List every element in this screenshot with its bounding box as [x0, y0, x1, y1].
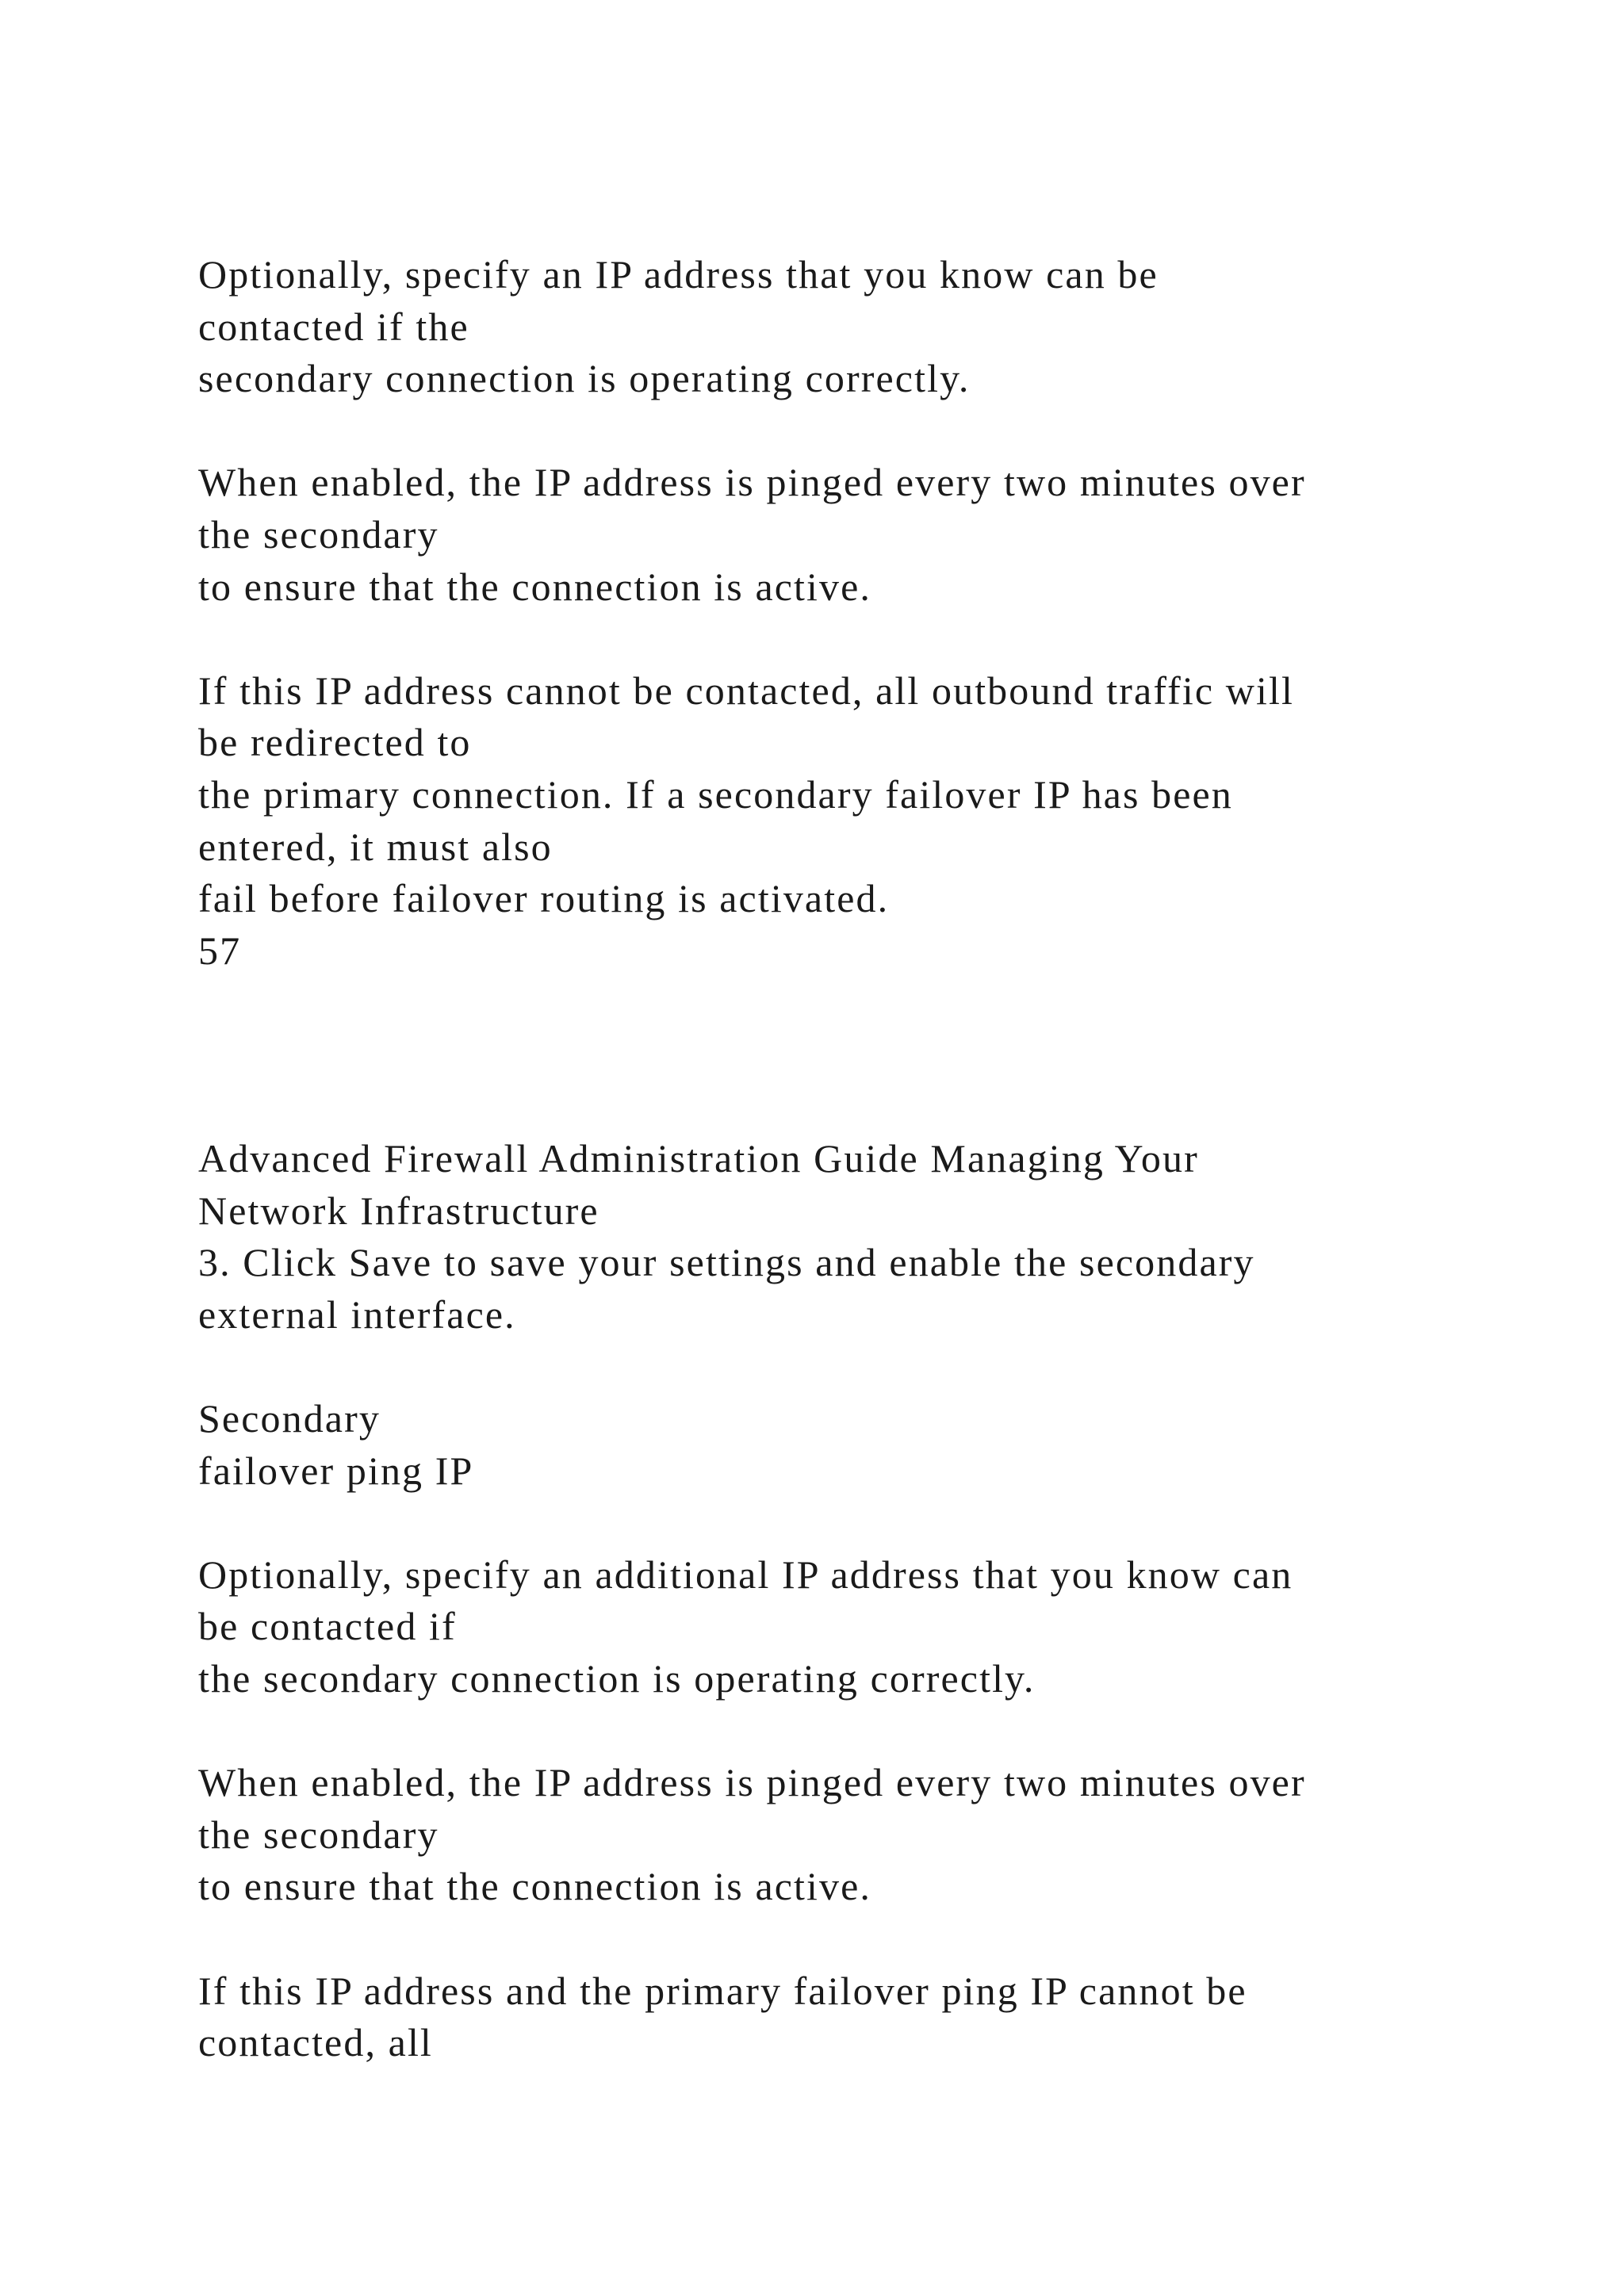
text-line: When enabled, the IP address is pinged every two minutes over	[198, 1760, 1306, 1805]
text-line: the secondary	[198, 1812, 439, 1857]
text-line: Optionally, specify an IP address that you know can be	[198, 252, 1159, 297]
page-number: 57	[198, 928, 242, 973]
text-line: be contacted if	[198, 1604, 457, 1649]
paragraph-failover-redirect	[198, 665, 1507, 978]
paragraph-spacer	[198, 1341, 1507, 1393]
page-break-spacer	[198, 977, 1507, 1133]
text-line: to ensure that the connection is active.	[198, 564, 872, 609]
document-page	[198, 249, 1507, 2069]
paragraph-ping-interval-secondary	[198, 1757, 1507, 1913]
text-line: the secondary connection is operating correctly.	[198, 1656, 1036, 1701]
text-line: fail before failover routing is activated.	[198, 876, 890, 921]
text-line: If this IP address cannot be contacted, all outbound traffic will	[198, 668, 1294, 713]
step-text-line: 3. Click Save to save your settings and enable the secondary	[198, 1240, 1255, 1285]
text-line: be redirected to	[198, 720, 472, 765]
term-line: Secondary	[198, 1396, 381, 1441]
paragraph-spacer	[198, 1497, 1507, 1549]
text-line: to ensure that the connection is active.	[198, 1864, 872, 1909]
text-line: contacted, all	[198, 2020, 433, 2065]
paragraph-spacer	[198, 613, 1507, 665]
paragraph-secondary-ping-description	[198, 1549, 1507, 1705]
paragraph-primary-ping-description	[198, 249, 1507, 405]
text-line: the primary connection. If a secondary failover IP has been	[198, 771, 1233, 817]
paragraph-spacer	[198, 405, 1507, 457]
paragraph-spacer	[198, 1705, 1507, 1758]
term-secondary-failover-ping-ip	[198, 1393, 1507, 1497]
guide-title-line: Advanced Firewall Administration Guide Managing Your	[198, 1136, 1199, 1181]
paragraph-both-fail	[198, 1965, 1507, 2069]
term-line: failover ping IP	[198, 1448, 474, 1493]
paragraph-guide-header-and-step	[198, 1133, 1507, 1341]
text-line: the secondary	[198, 511, 439, 557]
paragraph-spacer	[198, 1913, 1507, 1965]
text-line: Optionally, specify an additional IP address that you know can	[198, 1552, 1293, 1597]
text-line: If this IP address and the primary failover ping IP cannot be	[198, 1968, 1247, 2013]
paragraph-ping-interval	[198, 457, 1507, 613]
text-line: contacted if the	[198, 304, 469, 349]
text-line: When enabled, the IP address is pinged every two minutes over	[198, 460, 1306, 505]
guide-title-line: Network Infrastructure	[198, 1188, 599, 1233]
text-line: secondary connection is operating correctly.	[198, 356, 971, 401]
text-line: entered, it must also	[198, 824, 553, 869]
step-text-line: external interface.	[198, 1292, 516, 1337]
